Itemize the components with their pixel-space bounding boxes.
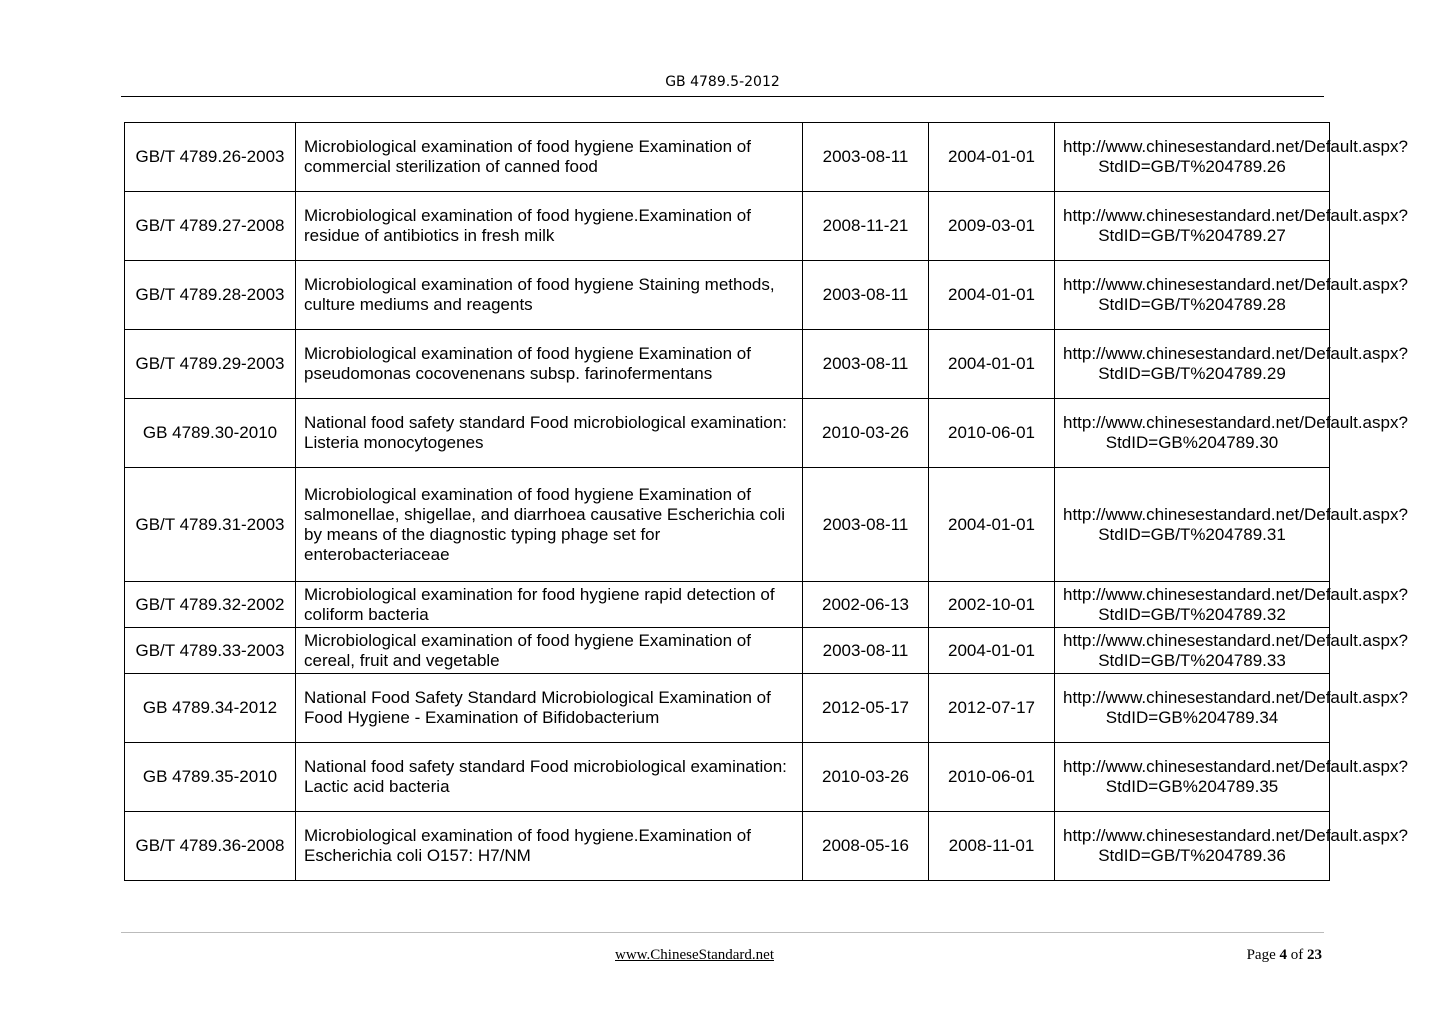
standard-code: GB/T 4789.33-2003 xyxy=(125,628,296,674)
page-of: of xyxy=(1290,947,1304,963)
issue-date: 2003-08-11 xyxy=(803,628,929,674)
effective-date: 2010-06-01 xyxy=(929,743,1055,812)
effective-date: 2009-03-01 xyxy=(929,192,1055,261)
standard-link[interactable]: http://www.chinesestandard.net/Default.aspx?StdID=GB/T%204789.27 xyxy=(1055,192,1330,261)
effective-date: 2004-01-01 xyxy=(929,628,1055,674)
effective-date: 2004-01-01 xyxy=(929,330,1055,399)
issue-date: 2012-05-17 xyxy=(803,674,929,743)
standard-code: GB/T 4789.26-2003 xyxy=(125,123,296,192)
standard-title: Microbiological examination of food hygiene Examination of cereal, fruit and vegetable xyxy=(296,628,803,674)
page-total: 23 xyxy=(1307,947,1322,963)
standard-code: GB 4789.34-2012 xyxy=(125,674,296,743)
effective-date: 2002-10-01 xyxy=(929,582,1055,628)
standard-link[interactable]: http://www.chinesestandard.net/Default.aspx?StdID=GB/T%204789.36 xyxy=(1055,812,1330,881)
page-indicator xyxy=(1247,947,1322,964)
issue-date: 2003-08-11 xyxy=(803,261,929,330)
standard-link[interactable]: http://www.chinesestandard.net/Default.aspx?StdID=GB/T%204789.26 xyxy=(1055,123,1330,192)
standard-code: GB/T 4789.28-2003 xyxy=(125,261,296,330)
standard-link[interactable]: http://www.chinesestandard.net/Default.aspx?StdID=GB%204789.30 xyxy=(1055,399,1330,468)
standard-link[interactable]: http://www.chinesestandard.net/Default.aspx?StdID=GB/T%204789.31 xyxy=(1055,468,1330,582)
issue-date: 2003-08-11 xyxy=(803,330,929,399)
table-row xyxy=(125,399,1330,468)
standard-title: Microbiological examination for food hygiene rapid detection of coliform bacteria xyxy=(296,582,803,628)
standard-link[interactable]: http://www.chinesestandard.net/Default.aspx?StdID=GB/T%204789.28 xyxy=(1055,261,1330,330)
standard-link[interactable]: http://www.chinesestandard.net/Default.aspx?StdID=GB/T%204789.33 xyxy=(1055,628,1330,674)
effective-date: 2004-01-01 xyxy=(929,261,1055,330)
standard-title: Microbiological examination of food hygiene Examination of commercial sterilization of canned food xyxy=(296,123,803,192)
footer-site-link[interactable]: www.ChineseStandard.net xyxy=(615,947,774,963)
table-row xyxy=(125,743,1330,812)
standard-code: GB 4789.30-2010 xyxy=(125,399,296,468)
issue-date: 2002-06-13 xyxy=(803,582,929,628)
table-row xyxy=(125,330,1330,399)
standard-link[interactable]: http://www.chinesestandard.net/Default.aspx?StdID=GB%204789.35 xyxy=(1055,743,1330,812)
standard-title: Microbiological examination of food hygiene.Examination of residue of antibiotics in fresh milk xyxy=(296,192,803,261)
header-rule xyxy=(121,96,1324,97)
standard-title: National Food Safety Standard Microbiological Examination of Food Hygiene - Examination of Bifidobacterium xyxy=(296,674,803,743)
issue-date: 2008-11-21 xyxy=(803,192,929,261)
standard-title: Microbiological examination of food hygiene Examination of pseudomonas cocovenenans subsp. farinofermentans xyxy=(296,330,803,399)
table-row xyxy=(125,674,1330,743)
table-row xyxy=(125,468,1330,582)
effective-date: 2010-06-01 xyxy=(929,399,1055,468)
effective-date: 2012-07-17 xyxy=(929,674,1055,743)
effective-date: 2004-01-01 xyxy=(929,123,1055,192)
effective-date: 2004-01-01 xyxy=(929,468,1055,582)
page-prefix: Page xyxy=(1246,947,1276,963)
issue-date: 2010-03-26 xyxy=(803,399,929,468)
table-row xyxy=(125,261,1330,330)
table-row xyxy=(125,812,1330,881)
standard-title: National food safety standard Food microbiological examination: Listeria monocytogenes xyxy=(296,399,803,468)
page-current: 4 xyxy=(1279,947,1287,963)
table-row xyxy=(125,582,1330,628)
standard-title: Microbiological examination of food hygiene Examination of salmonellae, shigellae, and diarrhoea causative Escherichia coli by means of the diagnostic typing phage set for enterobacteriaceae xyxy=(296,468,803,582)
standard-title: National food safety standard Food microbiological examination: Lactic acid bacteria xyxy=(296,743,803,812)
issue-date: 2008-05-16 xyxy=(803,812,929,881)
standard-code: GB 4789.35-2010 xyxy=(125,743,296,812)
standard-link[interactable]: http://www.chinesestandard.net/Default.aspx?StdID=GB%204789.34 xyxy=(1055,674,1330,743)
effective-date: 2008-11-01 xyxy=(929,812,1055,881)
table-row xyxy=(125,628,1330,674)
footer-rule xyxy=(121,932,1324,933)
issue-date: 2003-08-11 xyxy=(803,123,929,192)
standards-table xyxy=(124,122,1408,881)
standard-title: Microbiological examination of food hygiene Staining methods, culture mediums and reagents xyxy=(296,261,803,330)
standard-code: GB/T 4789.31-2003 xyxy=(125,468,296,582)
standard-code: GB/T 4789.29-2003 xyxy=(125,330,296,399)
issue-date: 2010-03-26 xyxy=(803,743,929,812)
issue-date: 2003-08-11 xyxy=(803,468,929,582)
standard-code: GB/T 4789.32-2002 xyxy=(125,582,296,628)
header-title: GB 4789.5-2012 xyxy=(665,74,780,90)
standard-title: Microbiological examination of food hygiene.Examination of Escherichia coli O157: H7/NM xyxy=(296,812,803,881)
standard-link[interactable]: http://www.chinesestandard.net/Default.aspx?StdID=GB/T%204789.29 xyxy=(1055,330,1330,399)
standard-code: GB/T 4789.27-2008 xyxy=(125,192,296,261)
standard-link[interactable]: http://www.chinesestandard.net/Default.aspx?StdID=GB/T%204789.32 xyxy=(1055,582,1330,628)
standard-code: GB/T 4789.36-2008 xyxy=(125,812,296,881)
table-row xyxy=(125,192,1330,261)
table-row xyxy=(125,123,1330,192)
